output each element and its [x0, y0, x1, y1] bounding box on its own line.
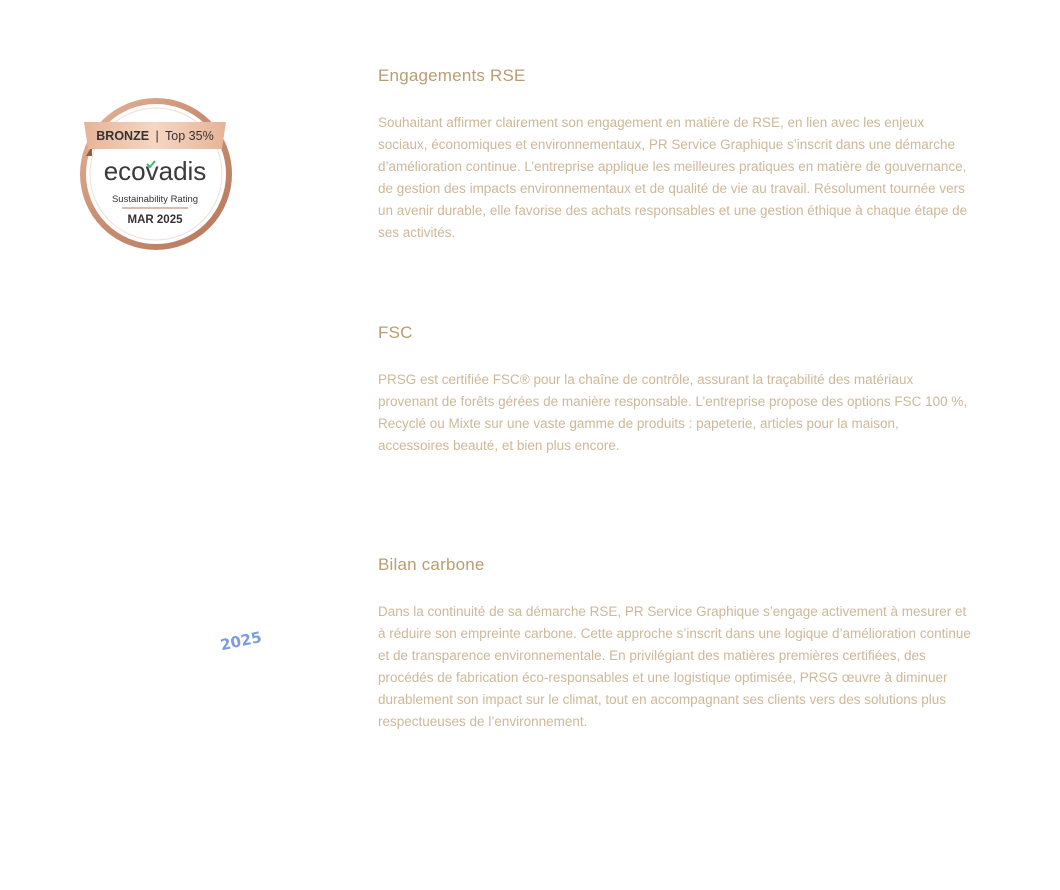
stamp-year: 2025 — [218, 627, 264, 655]
section-bilan-carbone — [378, 555, 973, 733]
badge-level: BRONZE — [96, 129, 150, 143]
section-title: FSC — [378, 323, 413, 342]
badge-subtitle: Sustainability Rating — [111, 194, 199, 205]
badge-top-label: Top 35% — [165, 129, 214, 143]
section-title: Engagements RSE — [378, 66, 526, 85]
section-body: PRSG est certifiée FSC® pour la chaîne de contrôle, assurant la traçabilité des matériaux provenant de forêts gérées de manière responsable. L’entreprise propose des options FSC 100 %, Recyclé ou Mixte sur une vaste gamme de produits : papeterie, articles pour la maison, accessoires beauté, et bien plus encore. — [378, 372, 968, 453]
section-title: Bilan carbone — [378, 555, 485, 574]
badge-separator: | — [155, 129, 159, 143]
ecovadis-badge — [80, 96, 232, 251]
section-body: Souhaitant affirmer clairement son engagement en matière de RSE, en lien avec les enjeux sociaux, économiques et environnementaux, PR Service Graphique s’inscrit dans une démarche d’amélioration continue. L’entreprise applique les meilleures pratiques en matière de gouvernance, de gestion des impacts environnementaux et de qualité de vie au travail. Résolument tournée vers un avenir durable, elle favorise des achats responsables et une gestion éthique à chaque étape de ses activités. — [378, 115, 968, 240]
badge-brand: ecovadis — [103, 156, 207, 186]
left-column — [0, 0, 340, 890]
section-engagements-rse — [378, 66, 973, 244]
section-fsc — [378, 323, 973, 457]
badge-date: MAR 2025 — [127, 214, 183, 226]
svg-text:BRONZE | Top 35% — [96, 129, 213, 143]
year-stamp — [212, 622, 272, 662]
section-body: Dans la continuité de sa démarche RSE, PR Service Graphique s’engage activement à mesurer et à réduire son empreinte carbone. Cette approche s’inscrit dans une logique d’amélioration continue et de transparence environnementale. En privilégiant des matières premières certifiées, des procédés de fabrication éco-responsables et une logistique optimisée, PRSG œuvre à diminuer durablement son impact sur le climat, tout en accompagnant ses clients vers des solutions plus respectueuses de l’environnement. — [378, 604, 971, 729]
